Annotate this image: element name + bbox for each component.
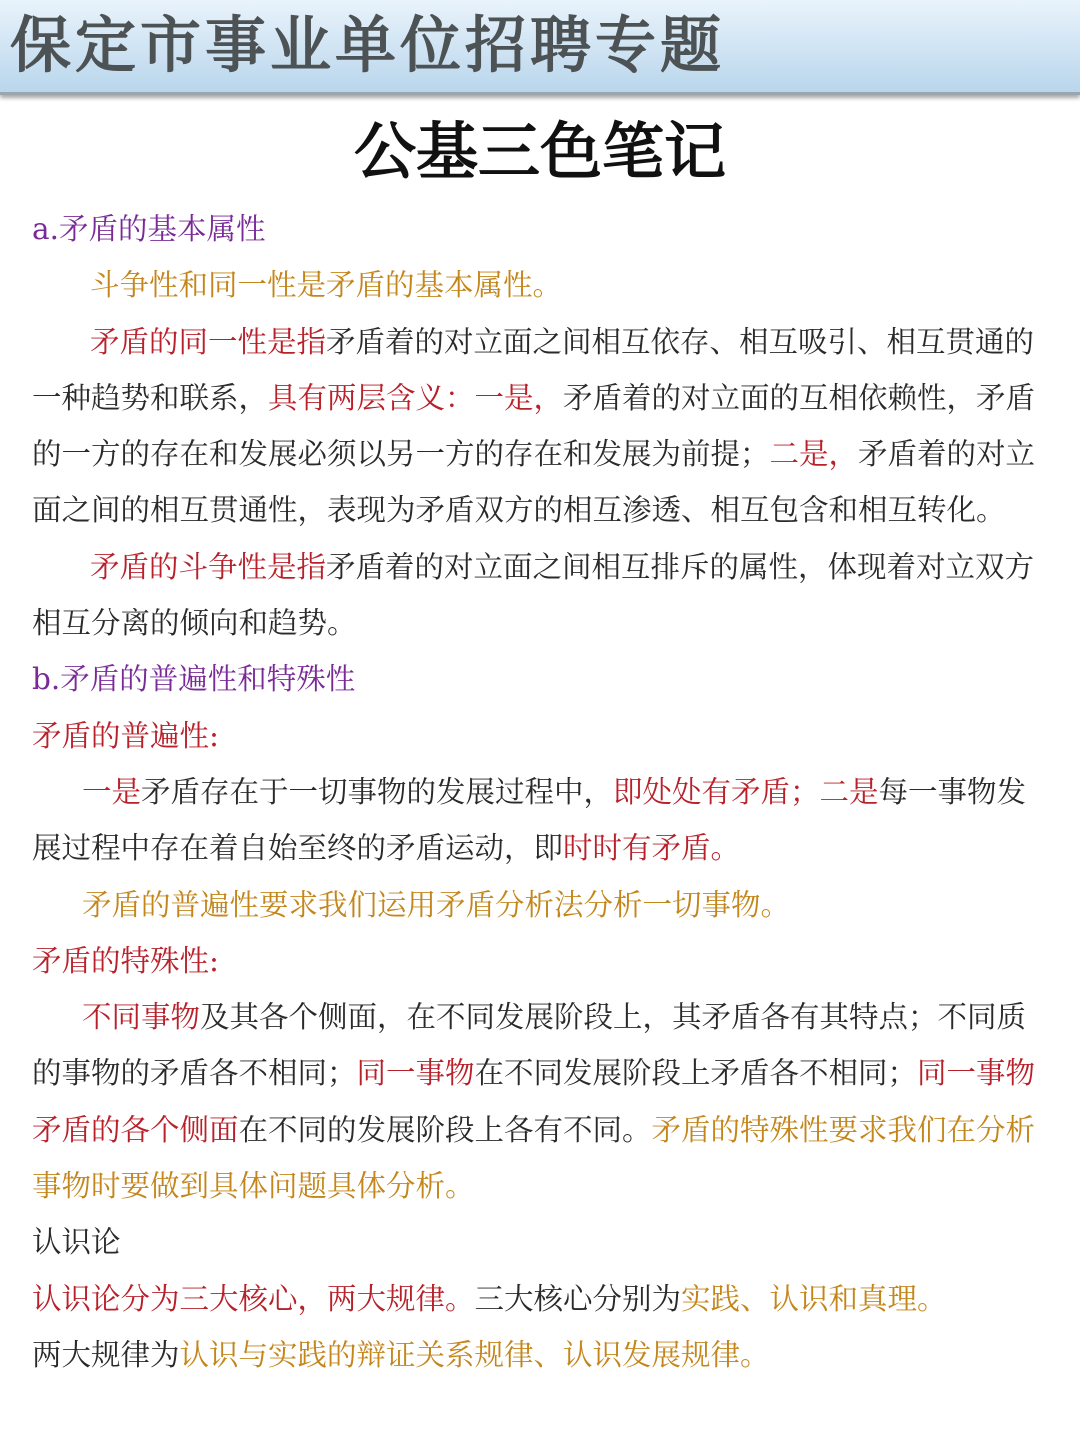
particularity-label: 矛盾的特殊性: <box>32 943 219 978</box>
highlight-red: 即处处有矛盾；二是 <box>613 774 879 809</box>
body-text: 矛盾着的对立面的互相依赖性，矛盾的一方的存在和发展必须以另一方的存在和发展为前提； <box>32 380 1036 472</box>
body-text: 矛盾着的对立面之间相互排斥的属性，体现着对立双方相互分离的倾向和趋势。 <box>32 549 1035 641</box>
universality-paragraph-2: 矛盾的普遍性要求我们运用矛盾分析法分析一切事物。 <box>82 887 791 922</box>
highlight-red: 一是 <box>82 774 142 809</box>
highlight-gold: 实践、认识和真理。 <box>681 1281 947 1316</box>
section-a-paragraph-3 <box>32 539 1050 652</box>
section-a-heading: a.矛盾的基本属性 <box>32 212 266 246</box>
universality-paragraph-1 <box>32 764 1050 877</box>
highlight-gold: 认识与实践的辩证关系规律、认识发展规律。 <box>179 1337 770 1372</box>
highlight-red: 矛盾的斗争性是指 <box>90 549 327 584</box>
body-text: 每一事物发展过程中存在着自始至终的矛盾运动，即 <box>32 774 1027 866</box>
body-text: 矛盾存在于一切事物的发展过程中， <box>141 774 614 809</box>
epistemology-paragraph-2 <box>32 1327 1050 1383</box>
highlight-red: 矛盾的同一性是指 <box>90 324 327 359</box>
highlight-red: 时时有矛盾。 <box>563 831 741 866</box>
particularity-paragraph <box>32 989 1050 1214</box>
body-text: 三大核心分别为 <box>474 1281 682 1316</box>
highlight-red: 同一事物矛盾的各个侧面 <box>32 1056 1036 1147</box>
universality-label: 矛盾的普遍性: <box>32 718 219 753</box>
body-text: 在不同发展阶段上矛盾各不相同； <box>474 1056 918 1091</box>
highlight-red: 二是， <box>769 437 859 472</box>
highlight-gold: 矛盾的特殊性要求我们在分析事物时要做到具体问题具体分析。 <box>32 1112 1036 1204</box>
notes-body <box>32 201 1050 1383</box>
section-b-heading: b.矛盾的普遍性和特殊性 <box>32 662 356 697</box>
section-a-paragraph-1: 斗争性和同一性是矛盾的基本属性。 <box>90 268 563 303</box>
body-text: 矛盾着的对立面之间相互依存、相互吸引、相互贯通的一种趋势和联系， <box>32 324 1035 415</box>
body-text: 在不同的发展阶段上各有不同。 <box>238 1112 652 1147</box>
highlight-red: 不同事物 <box>82 1000 201 1035</box>
highlight-red: 认识论分为三大核心，两大规律。 <box>32 1281 475 1316</box>
epistemology-heading: 认识论 <box>32 1225 121 1260</box>
body-text: 矛盾着的对立面之间的相互贯通性，表现为矛盾双方的相互渗透、相互包含和相互转化。 <box>32 437 1036 528</box>
banner-title: 保定市事业单位招聘专题 <box>10 10 726 81</box>
body-text: 两大规律为 <box>32 1337 180 1372</box>
header-banner <box>0 0 1080 95</box>
body-text: 及其各个侧面，在不同发展阶段上，其矛盾各有其特点；不同质的事物的矛盾各不相同； <box>32 1000 1027 1091</box>
section-a-paragraph-2 <box>32 314 1050 539</box>
highlight-red: 具有两层含义：一是， <box>268 380 564 415</box>
document-title: 公基三色笔记 <box>353 115 726 188</box>
epistemology-paragraph-1 <box>32 1271 1050 1327</box>
highlight-red: 同一事物 <box>356 1056 475 1091</box>
